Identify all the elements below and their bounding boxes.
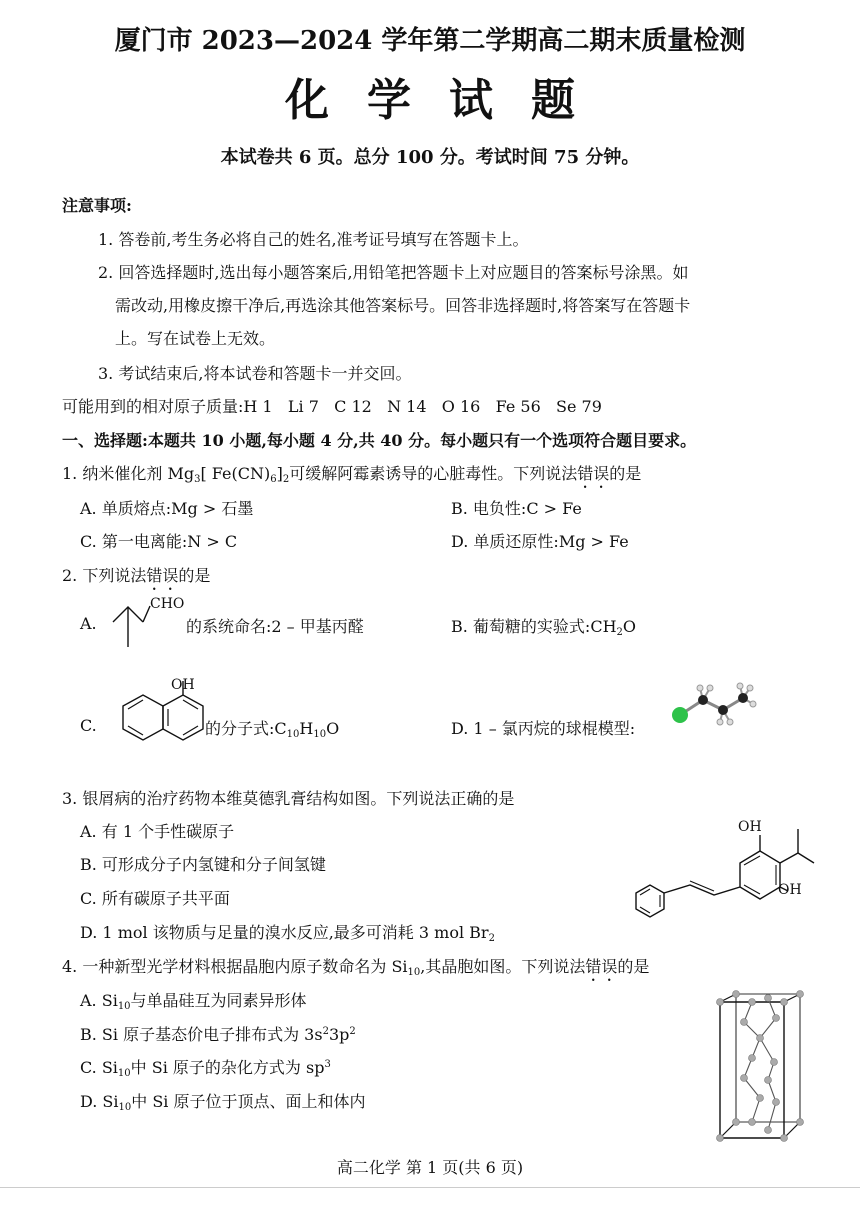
q2-option-a-text: 的系统命名:2 – 甲基丙醛 [186, 617, 364, 636]
q2-oh-label: OH [171, 677, 195, 693]
q3-oh-right: OH [778, 882, 802, 898]
q2-option-b: B. 葡萄糖的实验式$:CH_2O$ [451, 617, 637, 638]
subject-title: 化学试题 [285, 75, 613, 126]
si10-unit-cell [714, 988, 806, 1146]
chloropropane-ball-stick-model [668, 680, 758, 730]
q4-option-a: A. $Si_{10}$与单晶硅互为同素异形体 [80, 991, 307, 1012]
q3-option-d: D. 1 mol 该物质与足量的溴水反应,最多可消耗 3 mol $Br_2$ [80, 923, 495, 944]
q1-stem: 1. 纳米催化剂 $Mg_3$[ $Fe(CN)_6]_2$可缓解阿霉素诱导的心脏毒性。下列说法错误的是 [62, 464, 642, 485]
footer-divider [0, 1187, 860, 1188]
atomic-masses: 可能用到的相对原子质量:H 1 Li 7 C 12 N 14 O 16 Fe 56 Se 79 [62, 397, 602, 416]
section-heading: 一、选择题:本题共 10 小题,每小题 4 分,共 40 分。每小题只有一个选项符合题目要求。 [62, 431, 697, 450]
q1-option-d: D. 单质还原性:Mg > Fe [451, 532, 629, 551]
q3-stem: 3. 银屑病的治疗药物本维莫德乳膏结构如图。下列说法正确的是 [62, 789, 515, 808]
note-item-1: 1. 答卷前,考生务必将自己的姓名,准考证号填写在答题卡上。 [98, 230, 529, 249]
tapinarof-structure [628, 815, 818, 925]
exam-info: 本试卷共 6 页。总分 100 分。考试时间 75 分钟。 [220, 147, 640, 168]
q2-option-c-label: C. [80, 716, 97, 735]
q2-option-a-label: A. [80, 614, 97, 633]
q1-option-a: A. 单质熔点:Mg > 石墨 [80, 499, 254, 518]
note-item-3: 3. 考试结束后,将本试卷和答题卡一并交回。 [98, 364, 412, 383]
q1-emphasis: 错误 [577, 464, 610, 483]
q1-option-b: B. 电负性:C > Fe [451, 499, 582, 518]
q3-option-a: A. 有 1 个手性碳原子 [80, 822, 235, 841]
q2-stem: 2. 下列说法错误的是 [62, 566, 211, 585]
exam-header: 厦门市 2023—2024 学年第二学期高二期末质量检测 [114, 26, 746, 56]
q2-option-c-text: 的分子式$:C_{10}H_{10}O$ [205, 719, 340, 740]
q4-stem: 4. 一种新型光学材料根据晶胞内原子数命名为 $Si_{10}$,其晶胞如图。下列说法错误的是 [62, 957, 650, 978]
q3-option-c: C. 所有碳原子共平面 [80, 889, 230, 908]
page-footer: 高二化学 第 1 页(共 6 页) [336, 1158, 524, 1177]
note-item-2-cont: 需改动,用橡皮擦干净后,再选涂其他答案标号。回答非选择题时,将答案写在答题卡 [115, 296, 691, 315]
q2-emphasis: 错误 [146, 566, 179, 585]
q2-option-d: D. 1 – 氯丙烷的球棍模型: [451, 719, 636, 738]
note-item-2-end: 上。写在试卷上无效。 [115, 329, 276, 348]
note-item-2: 2. 回答选择题时,选出每小题答案后,用铅笔把答题卡上对应题目的答案标号涂黑。如 [98, 263, 689, 282]
q4-option-d: D. $Si_{10}$中 Si 原子位于顶点、面上和体内 [80, 1092, 366, 1113]
q1-option-c: C. 第一电离能:N > C [80, 532, 238, 551]
q4-emphasis: 错误 [585, 957, 618, 976]
q4-option-c: C. $Si_{10}$中 Si 原子的杂化方式为 $sp^3$ [80, 1058, 331, 1079]
q3-option-b: B. 可形成分子内氢键和分子间氢键 [80, 855, 326, 874]
q4-option-b: B. Si 原子基态价电子排布式为 $3s^23p^2$ [80, 1025, 356, 1044]
notes-heading: 注意事项: [62, 196, 132, 215]
q2-cho-label: CHO [150, 596, 185, 612]
q3-oh-top: OH [738, 819, 762, 835]
